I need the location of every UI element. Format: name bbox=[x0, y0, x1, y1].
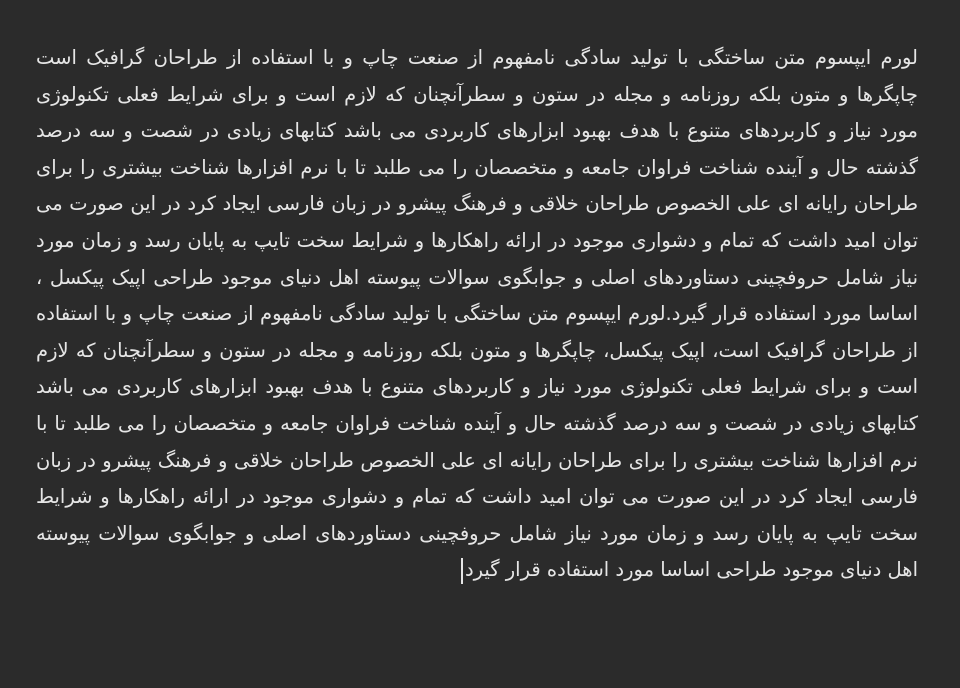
text-area[interactable] bbox=[36, 40, 918, 589]
text-cursor bbox=[461, 558, 463, 584]
body-text: لورم ایپسوم متن ساختگی با تولید سادگی نامفهوم از صنعت چاپ و با استفاده از طراحان گرافیک است چاپگرها و متون بلکه روزنامه و مجله در ستون و سطرآنچنان که لازم است و برای شرایط فعلی تکنولوژی مورد نیاز و کاربردهای متنوع با هدف بهبود ابزارهای کاربردی می باشد کتابهای زیادی در شصت و سه درصد گذشته حال و آینده شناخت فراوان جامعه و متخصصان را می طلبد تا با نرم افزارها شناخت بیشتری را برای طراحان رایانه ای علی الخصوص طراحان خلاقی و فرهنگ پیشرو در زبان فارسی ایجاد کرد در این صورت می توان امید داشت که تمام و دشواری موجود در ارائه راهکارها و شرایط سخت تایپ به پایان رسد و زمان مورد نیاز شامل حروفچینی دستاوردهای اصلی و جوابگوی سوالات پیوسته اهل دنیای موجود طراحی اپیک پیکسل ، اساسا مورد استفاده قرار گیرد.لورم ایپسوم متن ساختگی با تولید سادگی نامفهوم از صنعت چاپ و با استفاده از طراحان گرافیک است، اپیک پیکسل، چاپگرها و متون بلکه روزنامه و مجله در ستون و سطرآنچنان که لازم است و برای شرایط فعلی تکنولوژی مورد نیاز و کاربردهای متنوع با هدف بهبود ابزارهای کاربردی می باشد کتابهای زیادی در شصت و سه درصد گذشته حال و آینده شناخت فراوان جامعه و متخصصان را می طلبد تا با نرم افزارها شناخت بیشتری را برای طراحان رایانه ای علی الخصوص طراحان خلاقی و فرهنگ پیشرو در زبان فارسی ایجاد کرد در این صورت می توان امید داشت که تمام و دشواری موجود در ارائه راهکارها و شرایط سخت تایپ به پایان رسد و زمان مورد نیاز شامل حروفچینی دستاوردهای اصلی و جوابگوی سوالات پیوسته اهل دنیای موجود طراحی اساسا مورد استفاده قرار گیرد bbox=[36, 46, 918, 582]
